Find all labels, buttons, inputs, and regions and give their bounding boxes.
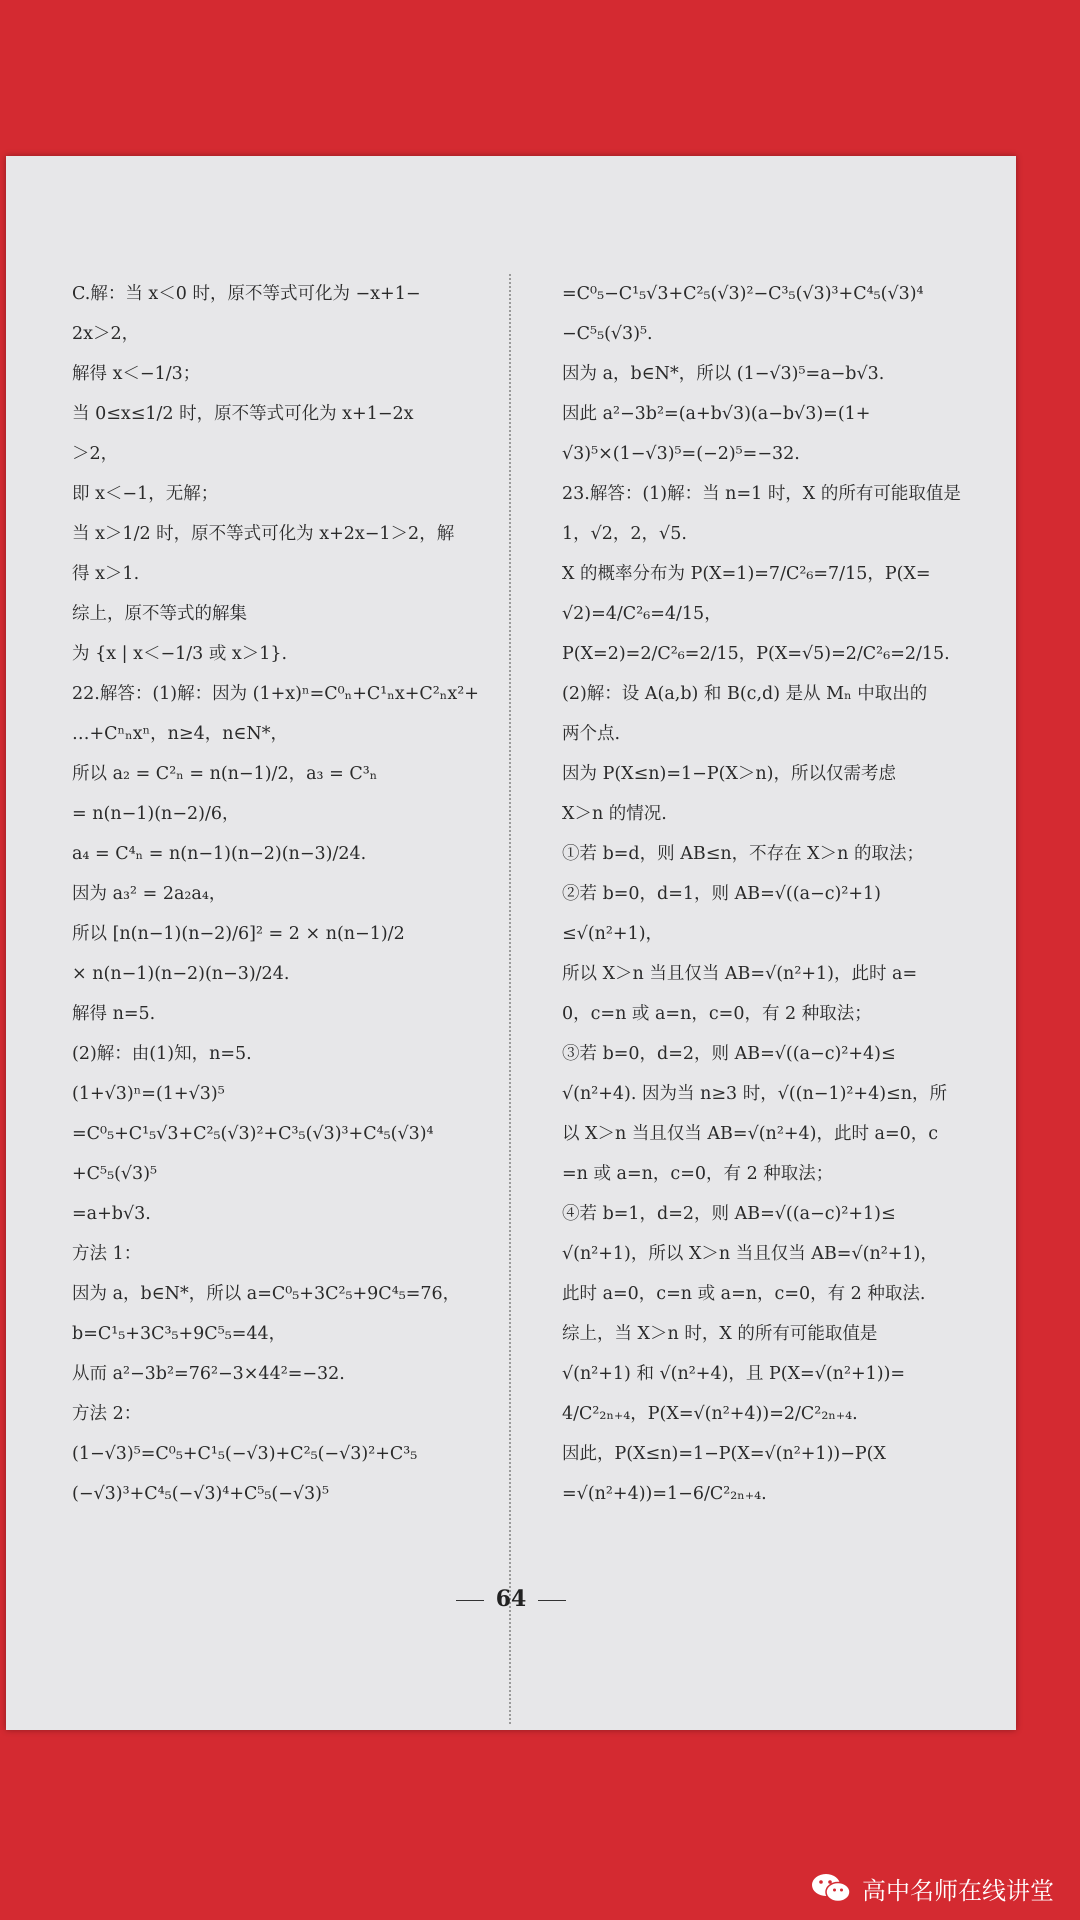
right-column <box>562 274 976 1514</box>
text-line: 因为 a₃² = 2a₂a₄， <box>72 884 227 904</box>
text-line: P(X=2)=2/C²₆=2/15，P(X=√5)=2/C²₆=2/15. <box>562 644 950 664</box>
text-line: 因为 a，b∈N*，所以 a=C⁰₅+3C²₅+9C⁴₅=76， <box>72 1284 461 1304</box>
text-line: 两个点. <box>562 724 621 744</box>
text-line: × n(n−1)(n−2)(n−3)/24. <box>72 964 290 984</box>
text-line: (2)解：设 A(a,b) 和 B(c,d) 是从 Mₙ 中取出的 <box>562 684 928 704</box>
text-line: 解得 x＜−1/3； <box>72 364 201 384</box>
text-line: 此时 a=0，c=n 或 a=n，c=0，有 2 种取法. <box>562 1284 926 1304</box>
text-line: (2)解：由(1)知，n=5. <box>72 1044 252 1064</box>
text-line: 从而 a²−3b²=76²−3×44²=−32. <box>72 1364 345 1384</box>
text-line: …+Cⁿₙxⁿ，n≥4，n∈N*， <box>72 724 288 744</box>
text-line: =C⁰₅+C¹₅√3+C²₅(√3)²+C³₅(√3)³+C⁴₅(√3)⁴ <box>72 1124 434 1144</box>
text-line: =C⁰₅−C¹₅√3+C²₅(√3)²−C³₅(√3)³+C⁴₅(√3)⁴ <box>562 284 924 304</box>
text-line: X＞n 的情况. <box>562 804 667 824</box>
text-line: =√(n²+4))=1−6/C²₂ₙ₊₄. <box>562 1484 767 1504</box>
text-line: √(n²+1)，所以 X＞n 当且仅当 AB=√(n²+1)， <box>562 1244 938 1264</box>
text-line: 当 0≤x≤1/2 时，原不等式可化为 x+1−2x <box>72 404 414 424</box>
text-line: (1−√3)⁵=C⁰₅+C¹₅(−√3)+C²₅(−√3)²+C³₅ <box>72 1444 418 1464</box>
text-line: ②若 b=0，d=1，则 AB=√((a−c)²+1) <box>562 884 881 904</box>
text-line: X 的概率分布为 P(X=1)=7/C²₆=7/15，P(X= <box>562 564 931 584</box>
text-line: 为 {x | x＜−1/3 或 x＞1}. <box>72 644 288 664</box>
text-line: 即 x＜−1，无解； <box>72 484 219 504</box>
text-line: a₄ = C⁴ₙ = n(n−1)(n−2)(n−3)/24. <box>72 844 367 864</box>
text-line: √(n²+1) 和 √(n²+4)，且 P(X=√(n²+1))= <box>562 1364 906 1384</box>
watermark <box>810 1866 1054 1910</box>
wechat-icon <box>810 1871 852 1905</box>
text-line: (−√3)³+C⁴₅(−√3)⁴+C⁵₅(−√3)⁵ <box>72 1484 330 1504</box>
text-line: 所以 X＞n 当且仅当 AB=√(n²+1)，此时 a= <box>562 964 918 984</box>
text-line: 因此 a²−3b²=(a+b√3)(a−b√3)=(1+ <box>562 404 871 424</box>
text-line: 因此，P(X≤n)=1−P(X=√(n²+1))−P(X <box>562 1444 886 1464</box>
column-divider <box>509 274 511 1724</box>
text-line: 以 X＞n 当且仅当 AB=√(n²+4)，此时 a=0，c <box>562 1124 939 1144</box>
text-line: =a+b√3. <box>72 1204 151 1224</box>
text-line: ＞2， <box>72 444 119 464</box>
text-line: C.解：当 x＜0 时，原不等式可化为 −x+1− <box>72 284 421 304</box>
text-line: +C⁵₅(√3)⁵ <box>72 1164 158 1184</box>
text-line: √3)⁵×(1−√3)⁵=(−2)⁵=−32. <box>562 444 800 464</box>
text-line: ④若 b=1，d=2，则 AB=√((a−c)²+1)≤ <box>562 1204 896 1224</box>
text-line: 因为 a，b∈N*，所以 (1−√3)⁵=a−b√3. <box>562 364 885 384</box>
left-column <box>72 274 480 1514</box>
text-line: 方法 1： <box>72 1244 142 1264</box>
text-line: 4/C²₂ₙ₊₄，P(X=√(n²+4))=2/C²₂ₙ₊₄. <box>562 1404 858 1424</box>
text-line: 得 x＞1. <box>72 564 140 584</box>
text-line: 综上，当 X＞n 时，X 的所有可能取值是 <box>562 1324 878 1344</box>
text-line: ≤√(n²+1)， <box>562 924 664 944</box>
page-number <box>6 1586 1016 1612</box>
text-line: 22.解答：(1)解：因为 (1+x)ⁿ=C⁰ₙ+C¹ₙx+C²ₙx²+ <box>72 684 479 704</box>
text-line: 综上，原不等式的解集 <box>72 604 247 624</box>
text-line: (1+√3)ⁿ=(1+√3)⁵ <box>72 1084 225 1104</box>
page-number-text: 64 <box>495 1586 527 1612</box>
text-line: 23.解答：(1)解：当 n=1 时，X 的所有可能取值是 <box>562 484 961 504</box>
document-page <box>6 156 1016 1730</box>
text-line: b=C¹₅+3C³₅+9C⁵₅=44， <box>72 1324 287 1344</box>
text-line: = n(n−1)(n−2)/6， <box>72 804 240 824</box>
text-line: 当 x＞1/2 时，原不等式可化为 x+2x−1＞2，解 <box>72 524 455 544</box>
text-line: √(n²+4). 因为当 n≥3 时，√((n−1)²+4)≤n，所 <box>562 1084 947 1104</box>
text-line: 0，c=n 或 a=n，c=0，有 2 种取法； <box>562 1004 872 1024</box>
text-line: =n 或 a=n，c=0，有 2 种取法； <box>562 1164 834 1184</box>
text-line: √2)=4/C²₆=4/15， <box>562 604 722 624</box>
text-line: 解得 n=5. <box>72 1004 156 1024</box>
text-line: 因为 P(X≤n)=1−P(X＞n)，所以仅需考虑 <box>562 764 897 784</box>
watermark-text: 高中名师在线讲堂 <box>862 1876 1054 1905</box>
text-line: 所以 [n(n−1)(n−2)/6]² = 2 × n(n−1)/2 <box>72 924 405 944</box>
text-line: ③若 b=0，d=2，则 AB=√((a−c)²+4)≤ <box>562 1044 896 1064</box>
text-line: −C⁵₅(√3)⁵. <box>562 324 653 344</box>
text-line: 所以 a₂ = C²ₙ = n(n−1)/2，a₃ = C³ₙ <box>72 764 378 784</box>
text-line: 2x＞2， <box>72 324 140 344</box>
text-line: 1，√2，2，√5. <box>562 524 687 544</box>
text-line: ①若 b=d，则 AB≤n，不存在 X＞n 的取法； <box>562 844 924 864</box>
text-line: 方法 2： <box>72 1404 142 1424</box>
